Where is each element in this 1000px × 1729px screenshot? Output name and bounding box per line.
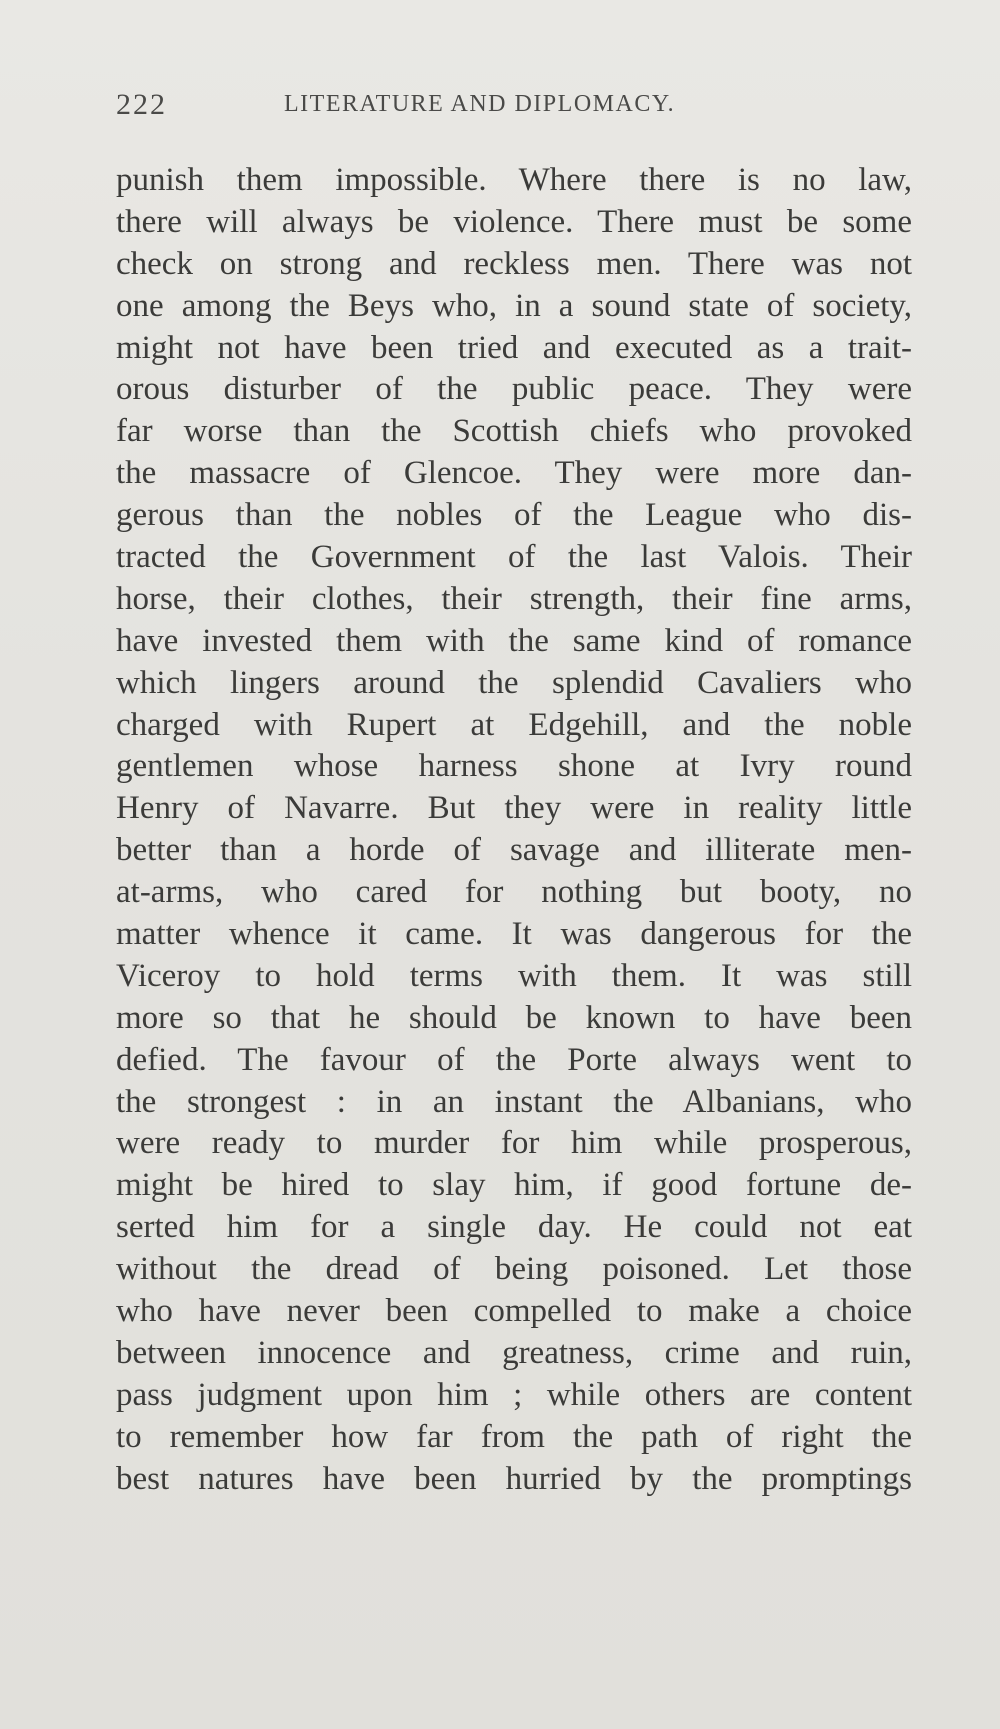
text-line: Viceroy to hold terms with them. It was still xyxy=(116,957,912,994)
text-line: defied. The favour of the Porte always went to xyxy=(116,1041,912,1078)
text-line: better than a horde of savage and illiterate men- xyxy=(116,832,912,869)
text-line: charged with Rupert at Edgehill, and the noble xyxy=(116,706,912,743)
text-line: more so that he should be known to have been xyxy=(116,999,912,1036)
text-line: matter whence it came. It was dangerous for the xyxy=(116,916,912,953)
text-line: the massacre of Glencoe. They were more dan- xyxy=(116,455,912,492)
text-line: tracted the Government of the last Valois. Their xyxy=(116,539,912,576)
text-line: there will always be violence. There must be some xyxy=(116,203,912,240)
text-line: the strongest : in an instant the Albanians, who xyxy=(116,1083,912,1120)
body-text xyxy=(116,160,912,1501)
text-line: which lingers around the splendid Cavaliers who xyxy=(116,664,912,701)
text-line: serted him for a single day. He could not eat xyxy=(116,1209,912,1246)
text-line: might be hired to slay him, if good fortune de- xyxy=(116,1167,912,1204)
running-title: LITERATURE AND DIPLOMACY. xyxy=(284,91,676,117)
page-header xyxy=(116,88,916,128)
text-line: who have never been compelled to make a choice xyxy=(116,1293,912,1330)
text-line: horse, their clothes, their strength, their fine arms, xyxy=(116,580,912,617)
text-line: best natures have been hurried by the promptings xyxy=(116,1460,912,1497)
page-number: 222 xyxy=(116,88,167,121)
text-line: far worse than the Scottish chiefs who provoked xyxy=(116,413,912,450)
text-line: orous disturber of the public peace. They were xyxy=(116,371,912,408)
text-line: punish them impossible. Where there is no law, xyxy=(116,162,912,198)
text-line: gentlemen whose harness shone at Ivry round xyxy=(116,748,912,785)
text-line: Henry of Navarre. But they were in reality little xyxy=(116,790,912,827)
text-line: have invested them with the same kind of romance xyxy=(116,622,912,659)
text-line: at-arms, who cared for nothing but booty, no xyxy=(116,874,912,911)
text-line: gerous than the nobles of the League who dis- xyxy=(116,497,912,534)
text-line: check on strong and reckless men. There was not xyxy=(116,245,912,282)
text-line: were ready to murder for him while prosperous, xyxy=(116,1125,912,1162)
text-line: one among the Beys who, in a sound state of society, xyxy=(116,287,912,324)
text-line: might not have been tried and executed as a trait- xyxy=(116,329,912,366)
text-line: between innocence and greatness, crime and ruin, xyxy=(116,1334,912,1371)
text-line: without the dread of being poisoned. Let those xyxy=(116,1251,912,1288)
text-line: to remember how far from the path of right the xyxy=(116,1418,912,1455)
text-line: pass judgment upon him ; while others are content xyxy=(116,1376,912,1413)
